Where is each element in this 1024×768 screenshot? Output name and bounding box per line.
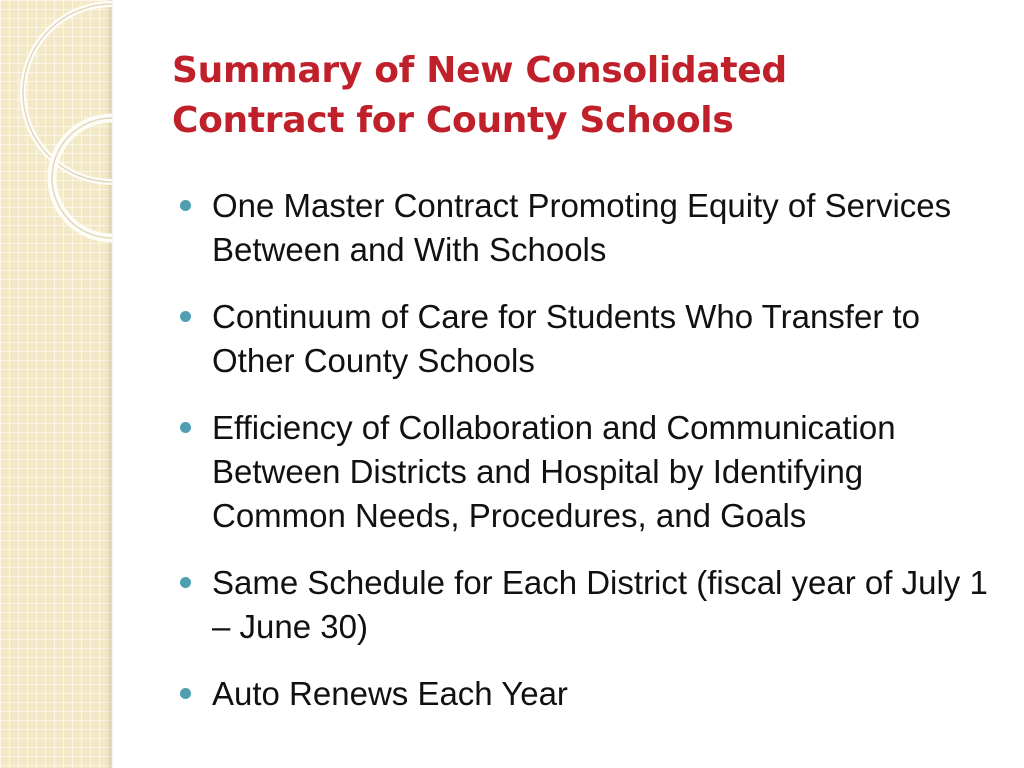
- bullet-text: Auto Renews Each Year: [212, 675, 568, 712]
- bullet-item: [180, 672, 990, 716]
- bullet-item: [180, 295, 990, 383]
- bullet-list: [180, 184, 990, 739]
- bullet-item: [180, 184, 990, 272]
- bullet-item: [180, 406, 990, 538]
- bullet-dot-icon: [180, 688, 191, 699]
- bullet-text: Efficiency of Collaboration and Communication Between Districts and Hospital by Identifying Common Needs, Procedures, and Goals: [212, 409, 896, 534]
- bullet-dot-icon: [180, 577, 191, 588]
- bullet-text: Same Schedule for Each District (fiscal year of July 1 – June 30): [212, 564, 988, 645]
- ring-large: [23, 4, 112, 182]
- decorative-rings-icon: [0, 0, 200, 260]
- bullet-item: [180, 561, 990, 649]
- bullet-dot-icon: [180, 422, 191, 433]
- title-line-2: Contract for County Schools: [172, 100, 734, 141]
- bullet-dot-icon: [180, 200, 191, 211]
- bullet-text: Continuum of Care for Students Who Transfer to Other County Schools: [212, 298, 921, 379]
- bullet-text: One Master Contract Promoting Equity of Services Between and With Schools: [212, 187, 952, 268]
- slide-title: [172, 46, 992, 146]
- title-line-1: Summary of New Consolidated: [172, 50, 787, 91]
- bullet-dot-icon: [180, 311, 191, 322]
